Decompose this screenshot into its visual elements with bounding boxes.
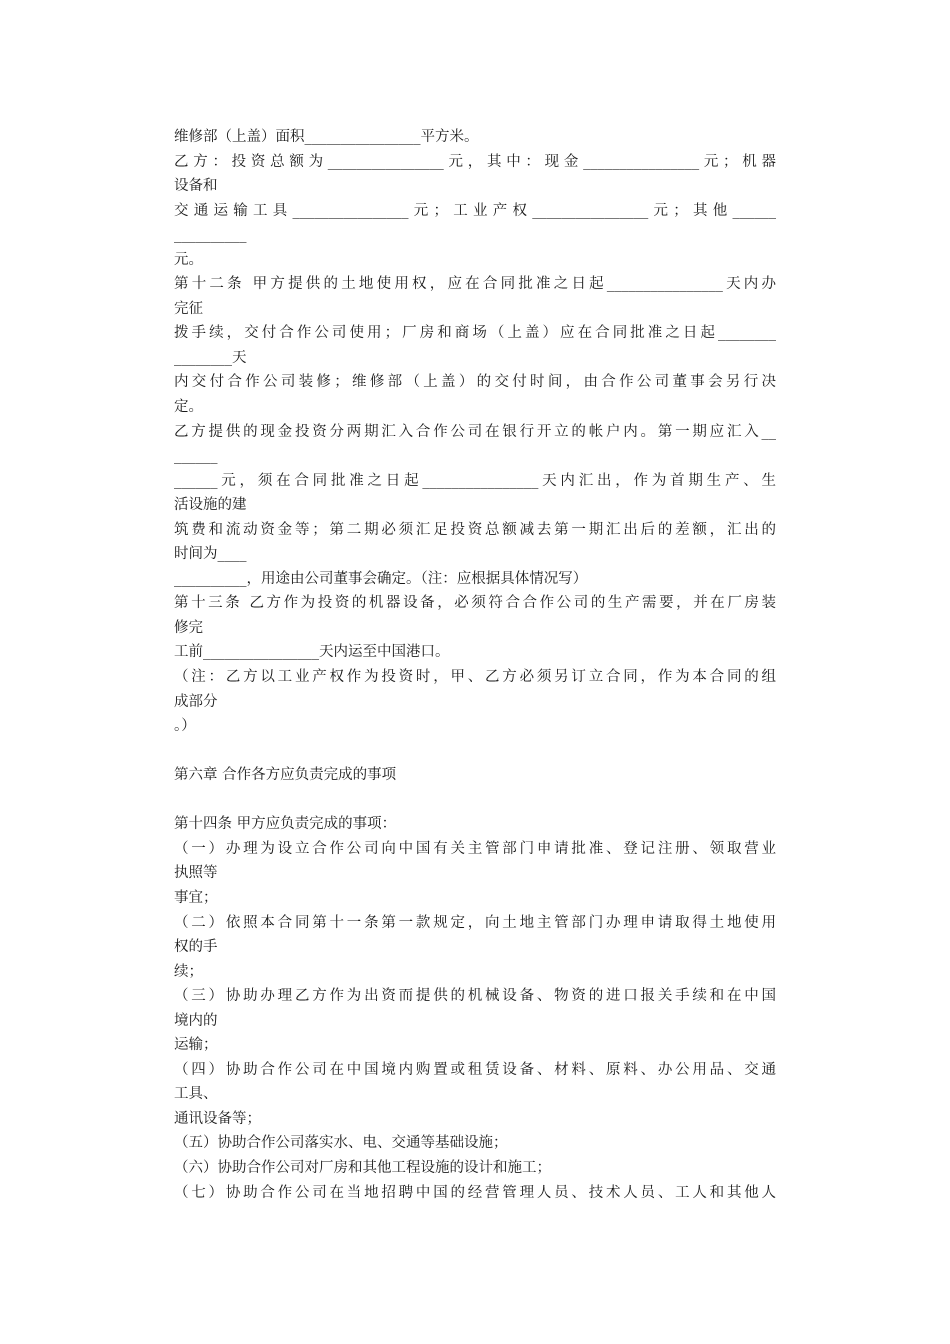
text-line: 第十四条 甲方应负责完成的事项：: [174, 816, 397, 833]
text-line: （四）协助合作公司在中国境内购置或租赁设备、材料、原料、办公用品、交通: [174, 1061, 776, 1078]
text-line: 第十三条 乙方作为投资的机器设备，必须符合合作公司的生产需要，并在厂房装: [174, 595, 776, 612]
text-line: 内交付合作公司装修；维修部（上盖）的交付时间，由合作公司董事会另行决: [174, 374, 776, 391]
blank-line: [174, 739, 776, 764]
text-line: 设备和: [174, 178, 218, 195]
text-line: 成部分: [174, 693, 218, 710]
blank-line: [174, 788, 776, 813]
text-line: 事宜；: [174, 889, 218, 906]
text-line: 境内的: [174, 1012, 218, 1029]
text-line: 元。: [174, 251, 203, 268]
text-line: （二）依照本合同第十一条第一款规定，向土地主管部门办理申请取得土地使用: [174, 914, 776, 931]
text-line: 活设施的建: [174, 497, 247, 514]
text-line: 定。: [174, 399, 203, 416]
text-line: 交通运输工具________________元；工业产权________________元；其他______: [174, 202, 776, 219]
text-line: ________天: [174, 349, 247, 366]
text-line: 拨手续，交付合作公司使用；厂房和商场（上盖）应在合同批准之日起________: [174, 325, 776, 342]
text-line: （七）协助合作公司在当地招聘中国的经营管理人员、技术人员、工人和其他人: [174, 1184, 776, 1201]
text-line: 乙方：投资总额为________________元，其中：现金________________元；机器: [174, 153, 776, 170]
text-line: 工前________________天内运至中国港口。: [174, 644, 450, 661]
text-line: 执照等: [174, 865, 218, 882]
text-line: 时间为____: [174, 546, 247, 563]
text-line: （一）办理为设立合作公司向中国有关主管部门申请批准、登记注册、领取营业: [174, 840, 776, 857]
document-body: [174, 125, 776, 1205]
text-line: （五）协助合作公司落实水、电、交通等基础设施；: [174, 1135, 508, 1152]
text-line: （注：乙方以工业产权作为投资时，甲、乙方必须另订立合同，作为本合同的组: [174, 669, 776, 686]
text-line: 乙方提供的现金投资分两期汇入合作公司在银行开立的帐户内。第一期应汇入__: [174, 423, 776, 440]
text-line: ______元，须在合同批准之日起________________天内汇出，作为首期生产、生: [174, 472, 776, 489]
text-line: （六）协助合作公司对厂房和其他工程设施的设计和施工；: [174, 1159, 551, 1176]
text-line: 工具、: [174, 1086, 218, 1103]
text-line: ______: [174, 448, 218, 465]
text-line: 修完: [174, 619, 203, 636]
text-line: 完征: [174, 300, 203, 317]
text-line: 权的手: [174, 939, 218, 956]
text-line: 筑费和流动资金等；第二期必须汇足投资总额减去第一期汇出后的差额，汇出的: [174, 521, 776, 538]
text-line: __________: [174, 227, 247, 244]
text-line: 维修部（上盖）面积________________平方米。: [174, 129, 479, 145]
text-line: 通讯设备等；: [174, 1110, 261, 1127]
text-line: __________，用途由公司董事会确定。（注：应根据具体情况写）: [174, 570, 588, 587]
text-line: 运输；: [174, 1037, 218, 1054]
text-line: 续；: [174, 963, 203, 980]
text-line: 第十二条 甲方提供的土地使用权，应在合同批准之日起________________天内办: [174, 276, 776, 293]
text-line: 。）: [174, 718, 196, 735]
chapter-heading: 第六章 合作各方应负责完成的事项: [174, 767, 397, 784]
text-line: （三）协助办理乙方作为出资而提供的机械设备、物资的进口报关手续和在中国: [174, 988, 776, 1005]
